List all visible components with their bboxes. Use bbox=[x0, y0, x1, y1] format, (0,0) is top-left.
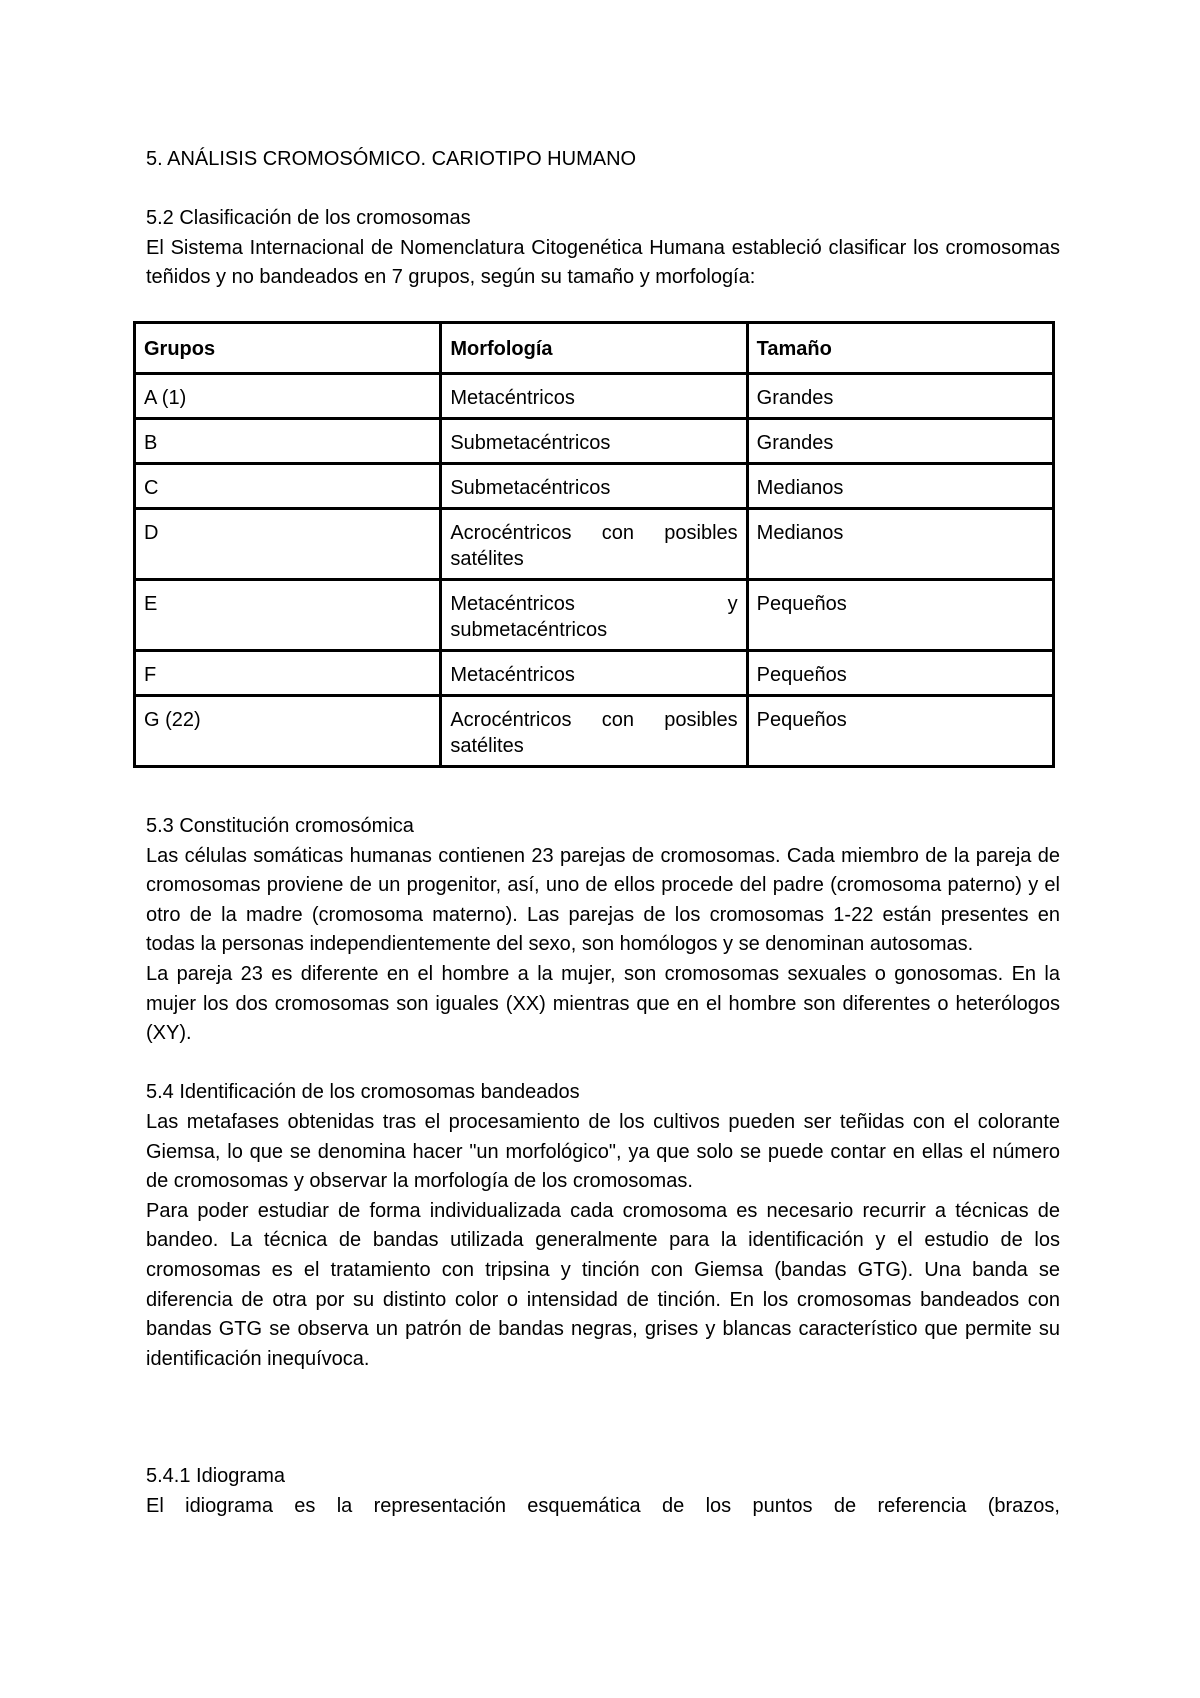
table-cell: Acrocéntricos con posibles satélites bbox=[441, 696, 747, 767]
table-cell: Metacéntricos y submetacéntricos bbox=[441, 580, 747, 651]
table-row bbox=[135, 696, 1054, 767]
table-cell: Medianos bbox=[747, 464, 1053, 509]
table-cell: G (22) bbox=[135, 696, 441, 767]
spacer bbox=[146, 1374, 1060, 1462]
table-cell: Pequeños bbox=[747, 580, 1053, 651]
table-cell: Submetacéntricos bbox=[441, 419, 747, 464]
section-5-3-title: 5.3 Constitución cromosómica bbox=[146, 815, 414, 837]
section-5-4-1-paragraph: El idiograma es la representación esquemática de los puntos de referencia (brazos, bbox=[146, 1494, 1060, 1517]
table-cell: A (1) bbox=[135, 374, 441, 419]
table-cell: C bbox=[135, 464, 441, 509]
page-content-lower bbox=[146, 812, 1060, 1521]
table-cell: Grandes bbox=[747, 374, 1053, 419]
table-cell: Acrocéntricos con posibles satélites bbox=[441, 509, 747, 580]
table-cell: Grandes bbox=[747, 419, 1053, 464]
page-content bbox=[146, 145, 1060, 293]
section-5-4-1-title: 5.4.1 Idiograma bbox=[146, 1465, 285, 1488]
section-5-3-paragraph: La pareja 23 es diferente en el hombre a la mujer, son cromosomas sexuales o gonosomas. En la mujer los dos cromosomas son iguales (XX) mientras que en el hombre son diferentes o heterólogos (XY). bbox=[146, 962, 1060, 1045]
table-row bbox=[135, 374, 1054, 419]
section-5-3-paragraph: Las células somáticas humanas contienen 23 parejas de cromosomas. Cada miembro de la pareja de cromosomas proviene de un progenitor, así, uno de ellos procede del padre (cromosoma paterno) y el otro de la madre (cromosoma materno). Las parejas de los cromosomas 1-22 están presentes en todas la personas independientemente del sexo, son homólogos y se denominan autosomas. bbox=[146, 844, 1060, 956]
table-cell: D bbox=[135, 509, 441, 580]
table-cell: Metacéntricos bbox=[441, 374, 747, 419]
table-header-cell: Morfología bbox=[441, 323, 747, 374]
section-5-2-paragraph: El Sistema Internacional de Nomenclatura Citogenética Humana estableció clasificar los cromosomas teñidos y no bandeados en 7 grupos, según su tamaño y morfología: bbox=[146, 236, 1060, 289]
table-row bbox=[135, 580, 1054, 651]
table-row bbox=[135, 651, 1054, 696]
table-header-cell: Grupos bbox=[135, 323, 441, 374]
table-cell: Metacéntricos bbox=[441, 651, 747, 696]
table-row bbox=[135, 464, 1054, 509]
table-cell: Pequeños bbox=[747, 696, 1053, 767]
page-heading: 5. ANÁLISIS CROMOSÓMICO. CARIOTIPO HUMANO bbox=[146, 148, 637, 170]
section-5-2-title: 5.2 Clasificación de los cromosomas bbox=[146, 207, 471, 230]
spacer bbox=[146, 1049, 1060, 1079]
table-cell: B bbox=[135, 419, 441, 464]
table-cell: E bbox=[135, 580, 441, 651]
table-cell: Pequeños bbox=[747, 651, 1053, 696]
chromosome-groups-table bbox=[133, 321, 1055, 768]
section-5-4-title: 5.4 Identificación de los cromosomas bandeados bbox=[146, 1081, 580, 1104]
table-header-cell: Tamaño bbox=[747, 323, 1053, 374]
section-5-4-paragraph: Para poder estudiar de forma individualizada cada cromosoma es necesario recurrir a técnicas de bandeo. La técnica de bandas utilizada generalmente para la identificación y el estudio de los cromosomas es el tratamiento con tripsina y tinción con Giemsa (bandas GTG). Una banda se diferencia de otra por su distinto color o intensidad de tinción. En los cromosomas bandeados con bandas GTG se observa un patrón de bandas negras, grises y blancas característico que permite su identificación inequívoca. bbox=[146, 1199, 1060, 1370]
spacer bbox=[146, 175, 1060, 205]
table-row bbox=[135, 509, 1054, 580]
table-cell: F bbox=[135, 651, 441, 696]
table-row bbox=[135, 419, 1054, 464]
table-header-row bbox=[135, 323, 1054, 374]
section-5-4-paragraph: Las metafases obtenidas tras el procesamiento de los cultivos pueden ser teñidas con el colorante Giemsa, lo que se denomina hacer "un morfológico", ya que solo se puede contar en ellas el número de cromosomas y observar la morfología de los cromosomas. bbox=[146, 1110, 1060, 1193]
table-cell: Medianos bbox=[747, 509, 1053, 580]
table-cell: Submetacéntricos bbox=[441, 464, 747, 509]
